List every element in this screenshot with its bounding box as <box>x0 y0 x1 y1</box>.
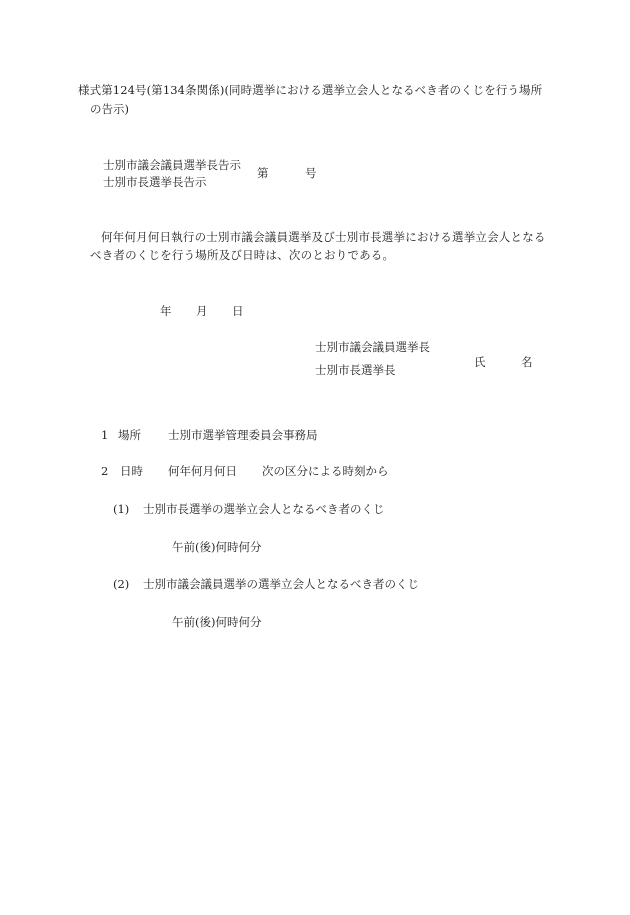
item-datetime-value: 何年何月何日 <box>168 464 237 478</box>
date-year: 年 <box>160 304 172 318</box>
notice-issuer-council: 士別市議会議員選挙長告示 <box>103 158 241 172</box>
subitem-1-text: 士別市長選挙の選挙立会人となるべき者のくじ <box>143 502 385 516</box>
item-place-number: 1 <box>101 428 109 442</box>
item-datetime-note: 次の区分による時刻から <box>262 464 389 478</box>
item-place-label: 場所 <box>118 428 141 442</box>
body-text-line-1: 何年何月何日執行の士別市議会議員選挙及び士別市長選挙における選挙立会人となる <box>101 230 546 244</box>
subitem-1-time: 午前(後)何時何分 <box>172 540 262 554</box>
subitem-2-time: 午前(後)何時何分 <box>172 615 262 629</box>
form-title-line-2: の告示) <box>90 102 129 116</box>
item-datetime-number: 2 <box>101 464 109 478</box>
subitem-1-number: (1) <box>113 502 130 516</box>
subitem-2-text: 士別市議会議員選挙の選挙立会人となるべき者のくじ <box>143 577 419 591</box>
item-datetime-label: 日時 <box>120 464 143 478</box>
date-day: 日 <box>232 304 244 318</box>
body-text-line-2: べき者のくじを行う場所及び日時は、次のとおりである。 <box>90 248 395 262</box>
signatory-given-name-label: 名 <box>521 355 533 369</box>
signatory-mayor-chair: 士別市長選挙長 <box>315 363 396 377</box>
subitem-2-number: (2) <box>113 577 130 591</box>
notice-number-suffix: 号 <box>305 166 317 180</box>
signatory-council-chair: 士別市議会議員選挙長 <box>315 340 430 354</box>
form-title-line-1: 様式第124号(第134条関係)(同時選挙における選挙立会人となるべき者のくじを行う場所 <box>78 83 543 97</box>
date-month: 月 <box>196 304 208 318</box>
notice-number-prefix: 第 <box>257 166 269 180</box>
item-place-value: 士別市選挙管理委員会事務局 <box>168 428 318 442</box>
notice-issuer-mayor: 士別市長選挙長告示 <box>103 175 207 189</box>
signatory-surname-label: 氏 <box>474 355 486 369</box>
